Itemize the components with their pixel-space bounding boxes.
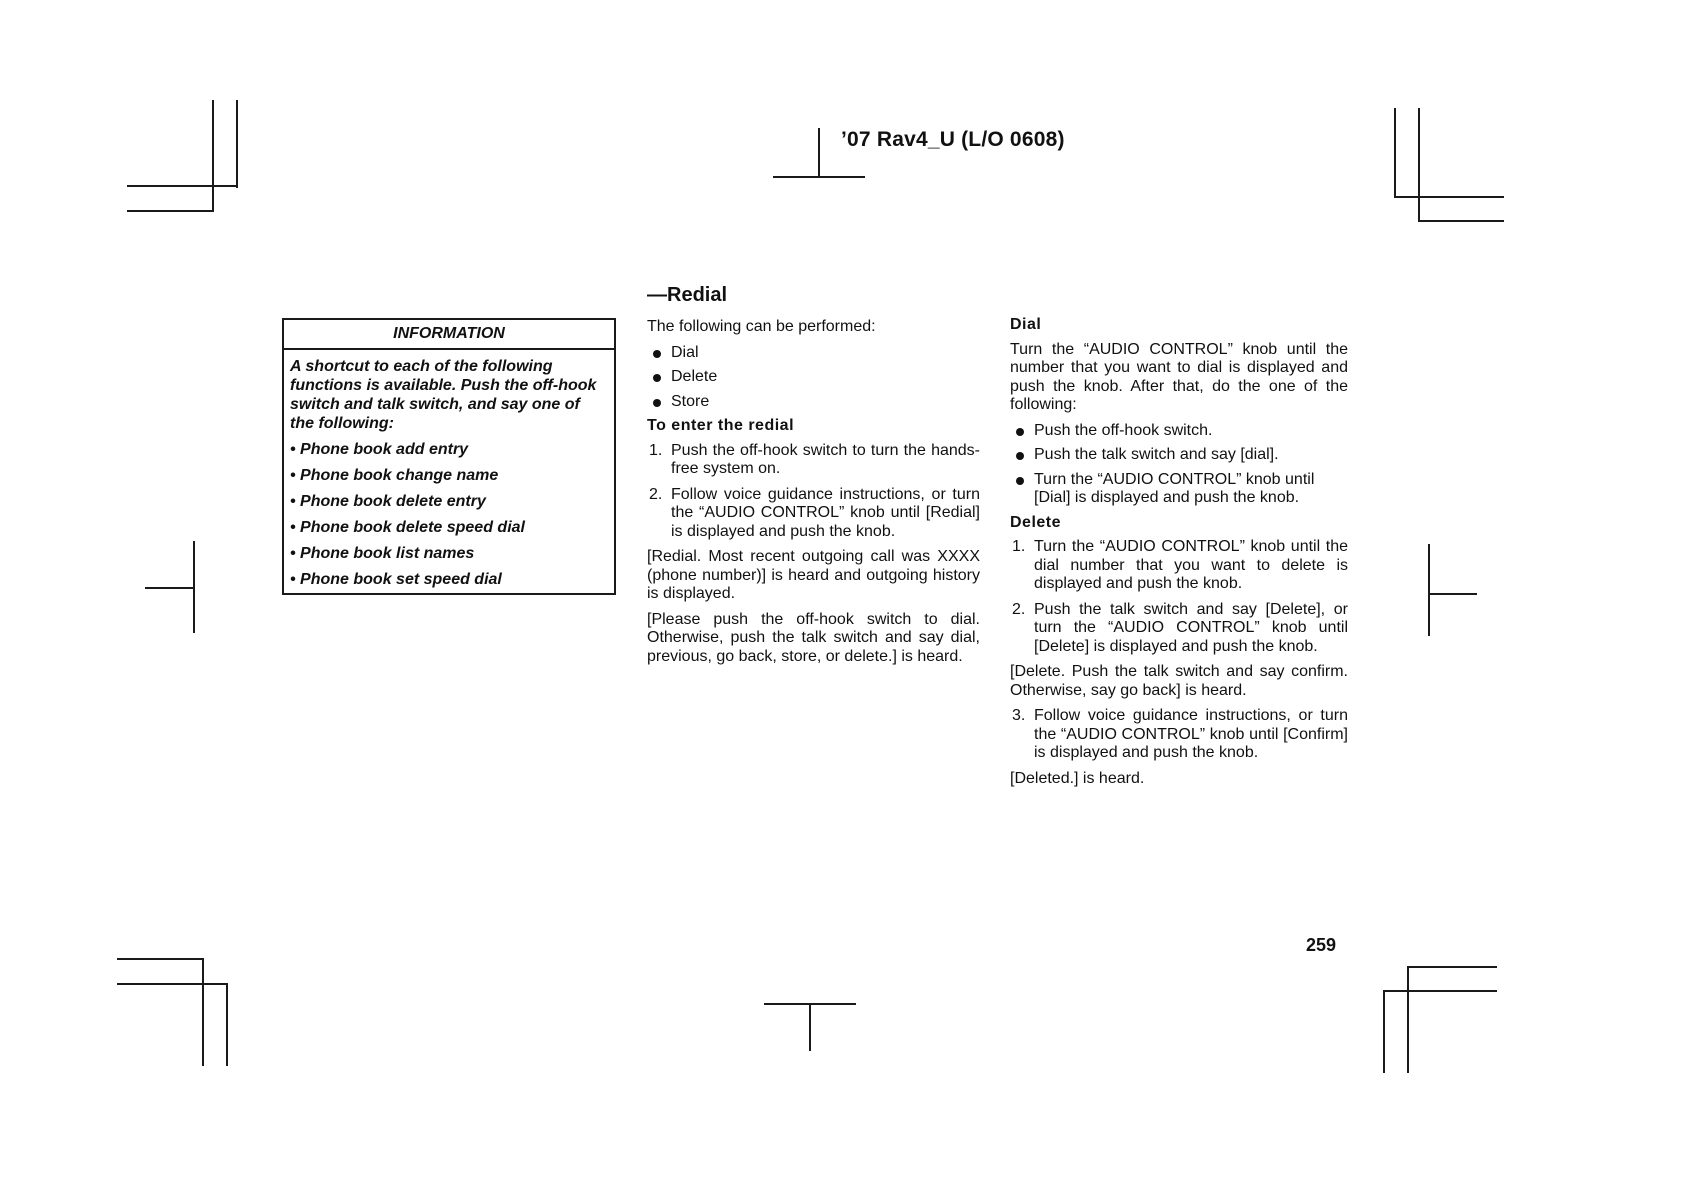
delete-final: [Deleted.] is heard. — [1010, 769, 1145, 787]
crop-mark — [1394, 196, 1504, 198]
crop-mark — [1428, 593, 1477, 595]
subheading: Delete — [1010, 513, 1062, 531]
crop-mark — [818, 128, 820, 176]
list-item: 3. Follow voice guidance instructions, or turn the “AUDIO CONTROL” knob until [Confirm] is displayed and push the knob. — [1012, 707, 1348, 761]
information-intro: A shortcut to each of the following functions is available. Push the off-hook switch and talk switch, and say one of the following: — [290, 358, 597, 432]
delete-steps — [1010, 538, 1348, 656]
delete-steps-cont — [1010, 707, 1348, 763]
list-item: • Phone book list names — [290, 545, 475, 562]
list-item: • Phone book change name — [290, 467, 499, 484]
redial-options — [647, 344, 980, 412]
crop-mark — [1418, 220, 1504, 222]
crop-mark — [202, 958, 204, 1066]
redial-note: [Please push the off-hook switch to dial. Otherwise, push the talk switch and say dial, previous, go back, store, or delete.] is heard. — [647, 610, 980, 665]
list-item: • Phone book set speed dial — [290, 571, 502, 588]
list-item: 2. Follow voice guidance instructions, or turn the “AUDIO CONTROL” knob until [Redial] is displayed and push the knob. — [649, 485, 980, 540]
list-item: 2. Push the talk switch and say [Delete], or turn the “AUDIO CONTROL” knob until [Delete] is displayed and push the knob. — [1012, 600, 1348, 655]
information-box — [282, 318, 616, 595]
crop-mark — [145, 587, 194, 589]
list-item: Store — [647, 393, 980, 412]
redial-note: [Redial. Most recent outgoing call was XXXX (phone number)] is heard and outgoing history is displayed. — [647, 548, 980, 602]
page-number: 259 — [1306, 935, 1337, 955]
redial-steps — [647, 442, 980, 542]
crop-mark — [1394, 108, 1396, 196]
crop-mark — [212, 100, 214, 212]
section-title: —Redial — [647, 284, 728, 306]
information-body — [284, 350, 614, 589]
list-item: Push the off-hook switch. — [1010, 422, 1348, 441]
list-item: 1. Turn the “AUDIO CONTROL” knob until the dial number that you want to delete is displayed and push the knob. — [1012, 538, 1348, 592]
information-list — [290, 440, 608, 589]
redial-column — [647, 282, 980, 673]
list-item: Dial — [647, 344, 980, 363]
list-item: • Phone book add entry — [290, 441, 469, 458]
crop-mark — [773, 176, 865, 178]
dial-intro: Turn the “AUDIO CONTROL” knob until the number that you want to dial is displayed and push the knob. After that, do the one of the following: — [1010, 340, 1348, 413]
list-item: Push the talk switch and say [dial]. — [1010, 446, 1348, 465]
dial-delete-column — [1010, 316, 1348, 795]
list-item: 1. Push the off-hook switch to turn the hands-free system on. — [649, 441, 980, 477]
crop-mark — [1407, 966, 1497, 968]
crop-mark — [117, 958, 204, 960]
crop-mark — [809, 1003, 811, 1051]
crop-mark — [1383, 990, 1385, 1073]
list-item: • Phone book delete speed dial — [290, 519, 525, 536]
subheading: Dial — [1010, 316, 1042, 333]
redial-intro: The following can be performed: — [647, 318, 876, 335]
page-header: ’07 Rav4_U (L/O 0608) — [841, 128, 1065, 151]
delete-note: [Delete. Push the talk switch and say confirm. Otherwise, say go back] is heard. — [1010, 663, 1348, 699]
crop-mark — [1383, 990, 1497, 992]
crop-mark — [226, 983, 228, 1066]
list-item: • Phone book delete entry — [290, 493, 486, 510]
dial-options — [1010, 422, 1348, 508]
subheading: To enter the redial — [647, 417, 795, 434]
crop-mark — [236, 100, 238, 188]
list-item: Turn the “AUDIO CONTROL” knob until [Dial] is displayed and push the knob. — [1010, 471, 1348, 508]
crop-mark — [127, 210, 214, 212]
crop-mark — [1418, 108, 1420, 220]
crop-mark — [117, 983, 228, 985]
information-title: INFORMATION — [284, 320, 614, 350]
crop-mark — [1407, 966, 1409, 1073]
crop-mark — [127, 185, 238, 187]
list-item: Delete — [647, 368, 980, 387]
crop-mark — [1428, 544, 1430, 636]
